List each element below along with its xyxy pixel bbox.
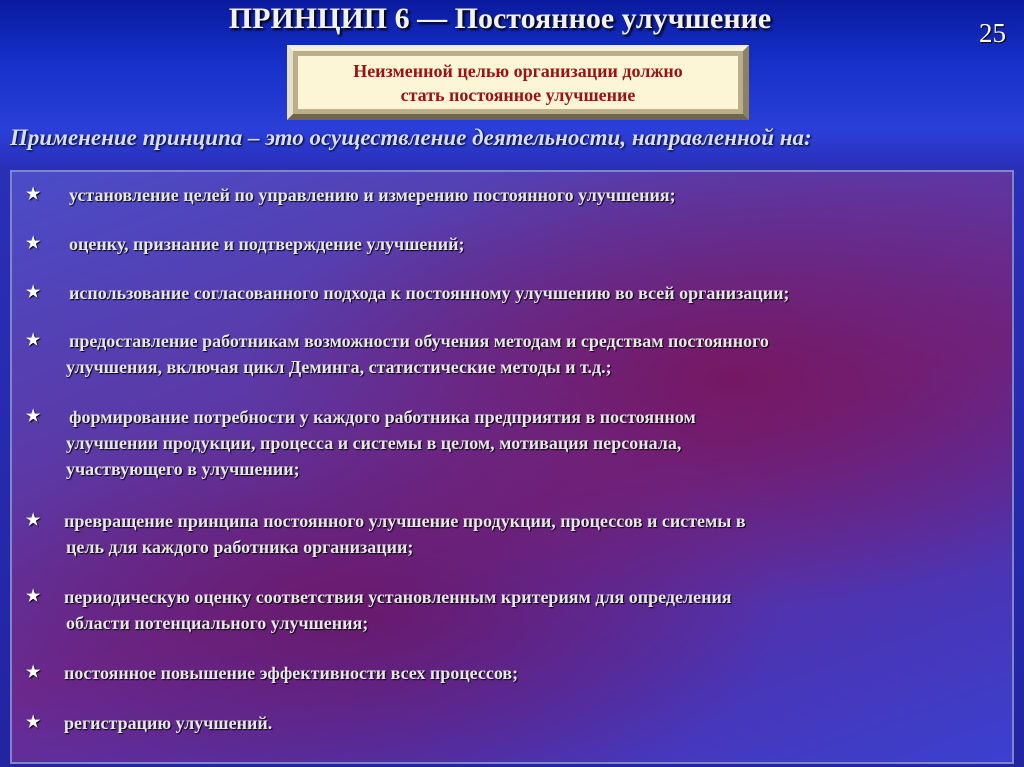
star-icon: ★ — [26, 332, 41, 349]
list-item — [26, 404, 696, 482]
star-icon: ★ — [26, 588, 41, 605]
list-item-line: установление целей по управлению и измерению постоянного улучшения; — [69, 185, 676, 205]
list-item-line: формирование потребности у каждого работника предприятия в постоянном — [69, 407, 696, 427]
list-item — [26, 660, 518, 686]
list-item-line: превращение принципа постоянного улучшение продукции, процессов и системы в — [64, 511, 746, 531]
list-item-line: улучшения, включая цикл Деминга, статистические методы и т.д.; — [66, 357, 612, 377]
list-item — [26, 182, 676, 208]
list-item-line: периодическую оценку соответствия установленным критериям для определения — [64, 587, 732, 607]
list-item-line: оценку, признание и подтверждение улучшений; — [69, 234, 465, 254]
list-item-line: предоставление работникам возможности обучения методам и средствам постоянного — [69, 331, 769, 351]
list-item — [26, 584, 732, 636]
banner-text — [297, 55, 739, 110]
page-number: 25 — [979, 18, 1006, 48]
list-item — [26, 508, 746, 560]
principle-banner — [287, 45, 749, 120]
subtitle: Применение принципа – это осуществление деятельности, направленной на: — [10, 125, 812, 150]
list-item-line: постоянное повышение эффективности всех процессов; — [64, 663, 519, 683]
list-item — [26, 280, 789, 306]
slide-title: ПРИНЦИП 6 — Постоянное улучшение — [228, 2, 772, 35]
list-item-line: улучшении продукции, процесса и системы в целом, мотивация персонала, — [66, 433, 682, 453]
list-item-line: участвующего в улучшении; — [66, 459, 300, 479]
star-icon: ★ — [26, 235, 41, 252]
star-icon: ★ — [26, 512, 41, 529]
star-icon: ★ — [26, 186, 41, 203]
banner-line-1: Неизменной целью организации должно — [353, 60, 683, 81]
star-icon: ★ — [26, 664, 41, 681]
star-icon: ★ — [26, 408, 41, 425]
list-item — [26, 328, 769, 380]
list-item-line: области потенциального улучшения; — [66, 613, 369, 633]
list-item-line: использование согласованного подхода к постоянному улучшению во всей организации; — [69, 283, 790, 303]
list-item-line: регистрацию улучшений. — [64, 713, 273, 733]
star-icon: ★ — [26, 284, 41, 301]
star-icon: ★ — [26, 714, 41, 731]
list-item — [26, 710, 272, 736]
list-item — [26, 231, 465, 257]
bullet-panel — [10, 170, 1014, 764]
list-item-line: цель для каждого работника организации; — [66, 537, 414, 557]
banner-line-2: стать постоянное улучшение — [400, 84, 636, 105]
